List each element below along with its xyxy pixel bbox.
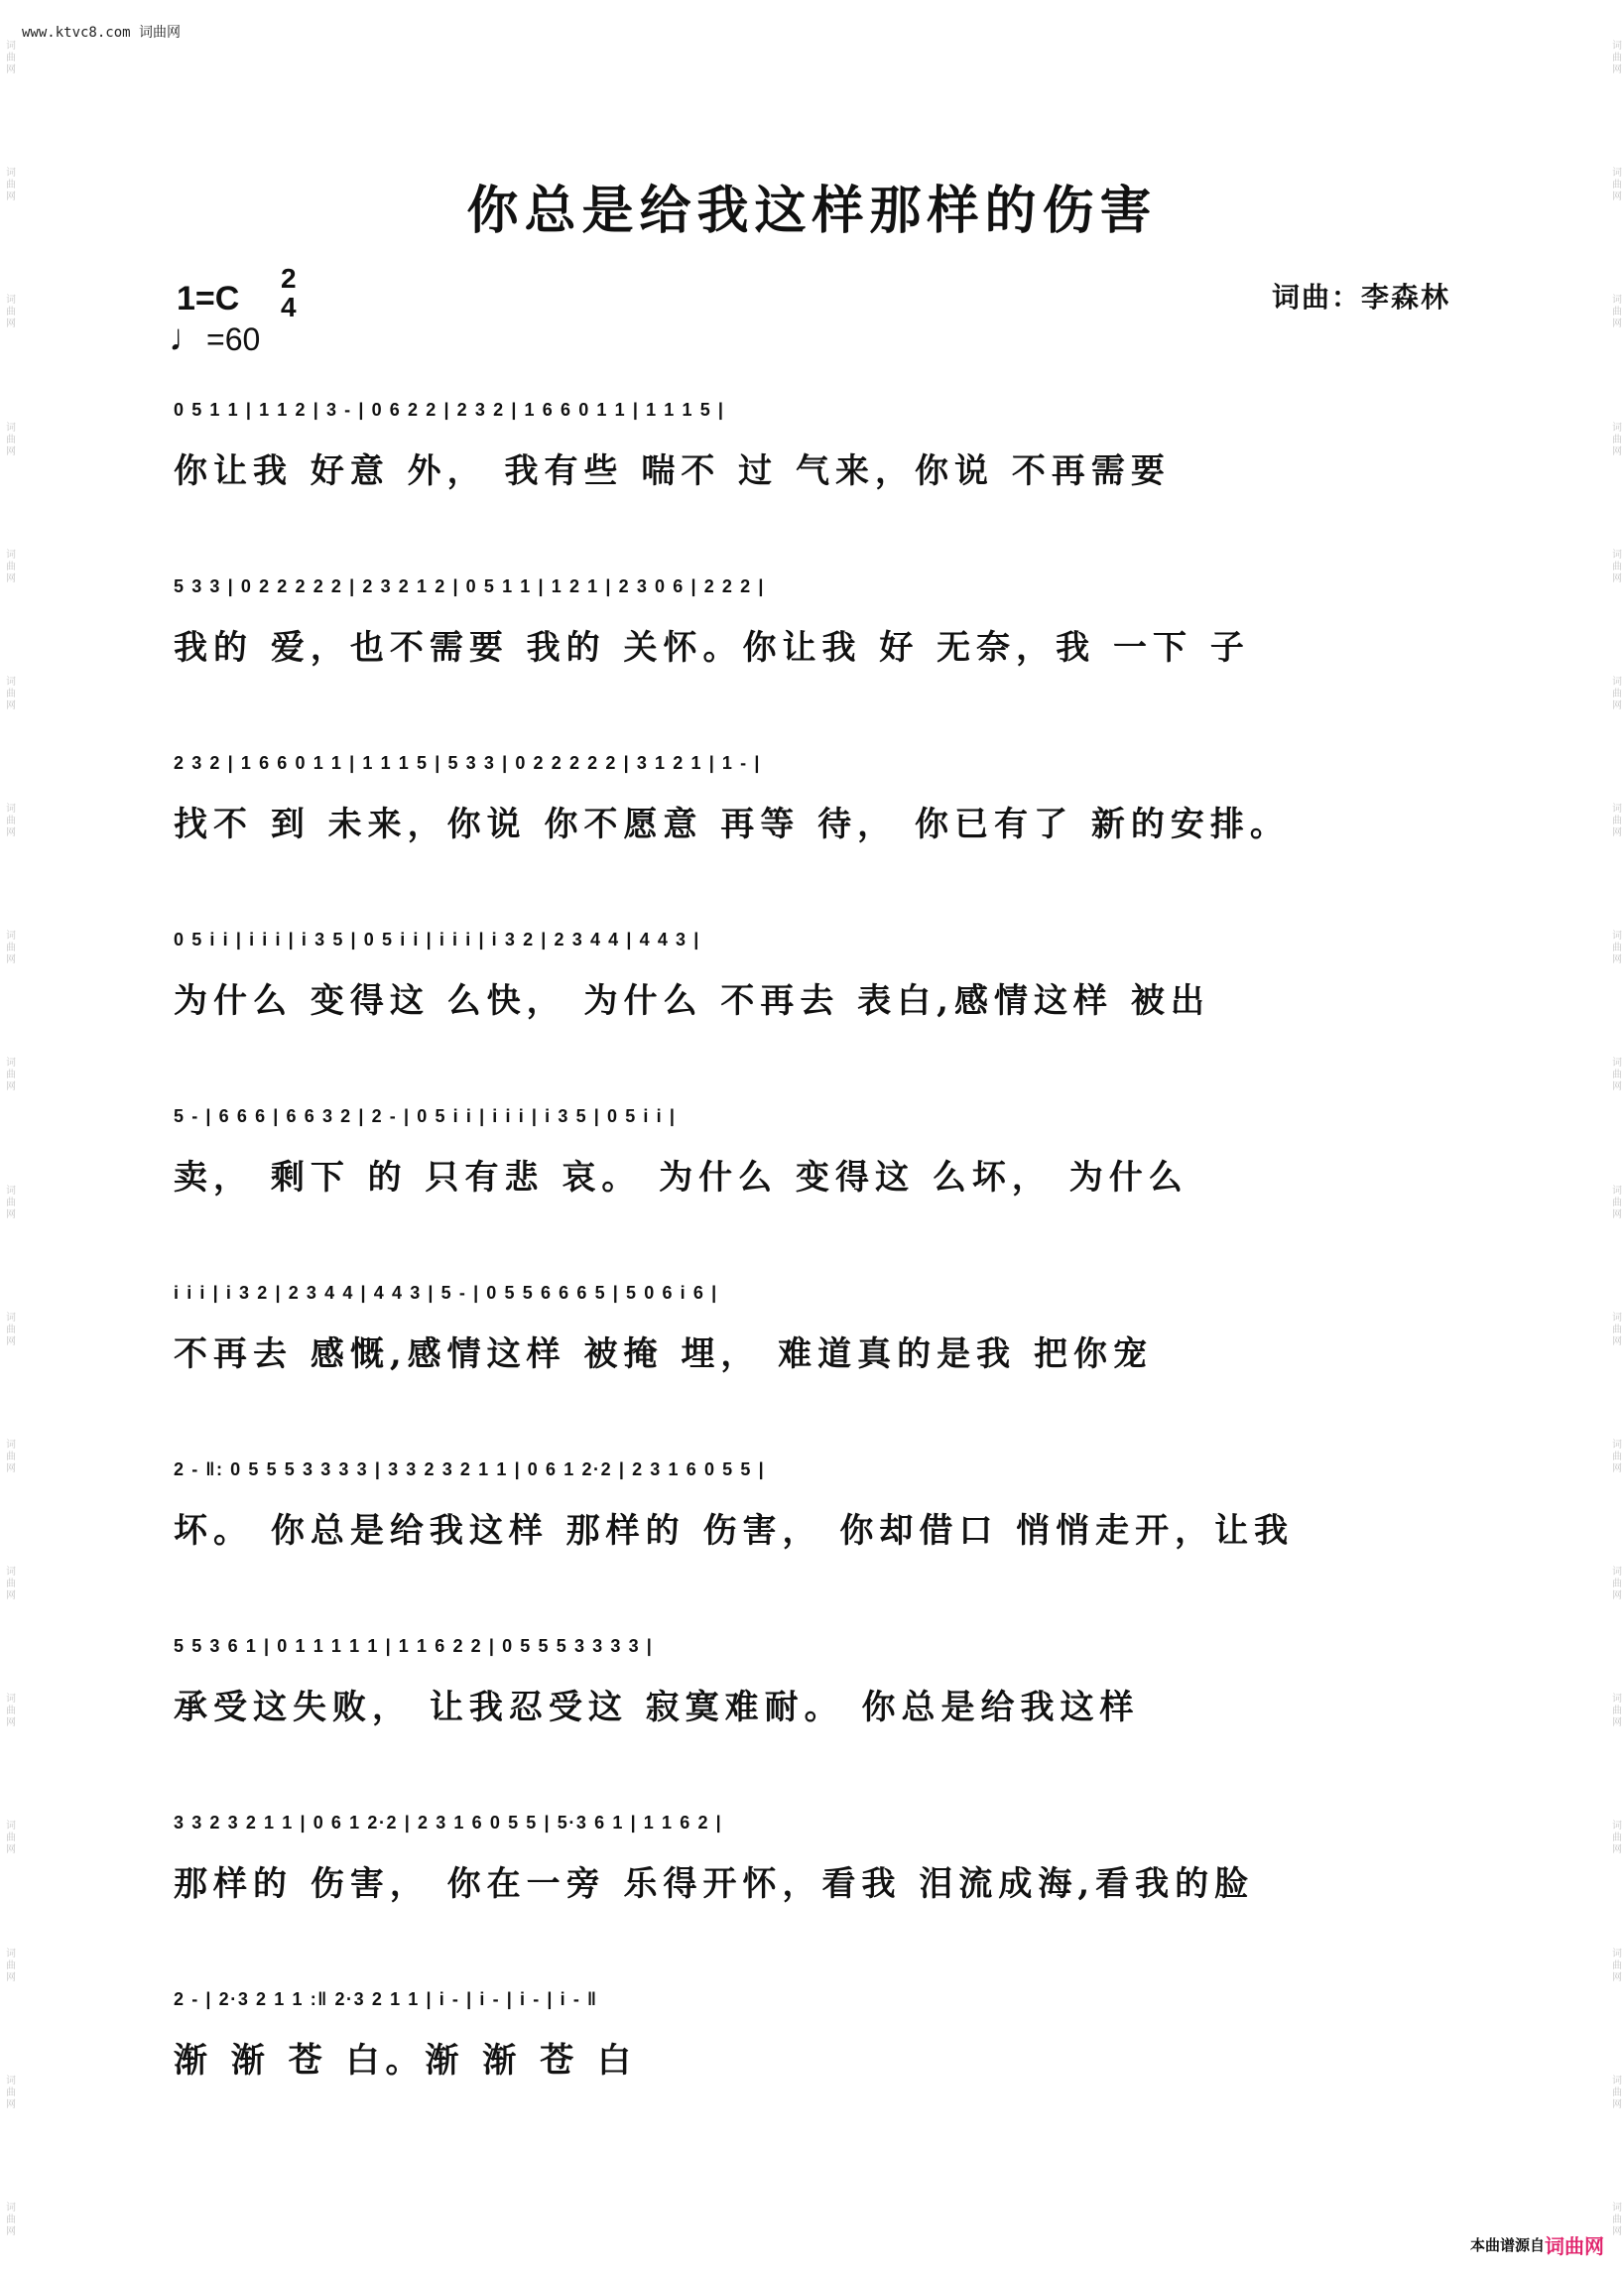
lyric-line: 你让我 好意 外， 我有些 喘不 过 气来，你说 不再需要 [174,451,1171,491]
notation-line: 5 3 3 | 0 2 2 2 2 2 | 2 3 2 1 2 | 0 5 1 1 | 1 2 1 | 2 3 0 6 | 2 2 2 | [174,576,765,596]
notation-line: 5 5 3 6 1 | 0 1 1 1 1 1 | 1 1 6 2 2 | 0 5 5 5 3 3 3 3 | [174,1636,654,1656]
key-signature: 1=C [177,280,240,317]
site-logo[interactable]: 词曲网 [1545,2234,1604,2258]
score-row [174,1088,1453,1198]
lyric-line: 不再去 感慨,感情这样 被掩 埋， 难道真的是我 把你宠 [174,1334,1154,1374]
score-row [174,1442,1453,1551]
site-url[interactable]: www.ktvc8.com 词曲网 [22,25,182,41]
notation-line: 5 - | 6 6 6 | 6 6 3 2 | 2 - | 0 5 i i | i i i | i 3 5 | 0 5 i i | [174,1106,677,1126]
song-title: 你总是给我这样那样的伤害 [466,181,1158,241]
tempo-marking [169,317,260,360]
lyric-line: 为什么 变得这 么快， 为什么 不再去 表白,感情这样 被出 [174,981,1210,1021]
score-row [174,382,1453,491]
score-row [174,559,1453,668]
time-bottom: 4 [281,292,297,322]
watermark-strip-right: 词曲网 词曲网 词曲网 词曲网 词曲网 词曲网 词曲网 词曲网 词曲网 词曲网 词曲网 词曲网 词曲网 词曲网 词曲网 词曲网 词曲网 词曲网 [1609,40,1621,2237]
score-row [174,1795,1453,1904]
watermark-strip-left: 词曲网 词曲网 词曲网 词曲网 词曲网 词曲网 词曲网 词曲网 词曲网 词曲网 词曲网 词曲网 词曲网 词曲网 词曲网 词曲网 词曲网 词曲网 [3,40,15,2237]
quarter-note-icon: ♩ [169,317,206,359]
score-row [174,1971,1453,2081]
notation-line: 0 5 i i | i i i | i 3 5 | 0 5 i i | i i i | i 3 2 | 2 3 4 4 | 4 4 3 | [174,930,700,949]
score-row [174,912,1453,1021]
lyric-line: 坏。 你总是给我这样 那样的 伤害， 你却借口 悄悄走开，让我 [174,1511,1295,1551]
notation-line: 3 3 2 3 2 1 1 | 0 6 1 2·2 | 2 3 1 6 0 5 5 | 5·3 6 1 | 1 1 6 2 | [174,1813,723,1833]
notation-line: 2 - | 2·3 2 1 1 :‖ 2·3 2 1 1 | i - | i - | i - | i - ‖ [174,1989,598,2009]
tempo-value: =60 [206,321,261,357]
notation-line: 0 5 1 1 | 1 1 2 | 3 - | 0 6 2 2 | 2 3 2 | 1 6 6 0 1 1 | 1 1 1 5 | [174,400,725,420]
lyric-line: 承受这失败， 让我忍受这 寂寞难耐。 你总是给我这样 [174,1688,1140,1727]
notation-line: i i i | i 3 2 | 2 3 4 4 | 4 4 3 | 5 - | 0 5 5 6 6 6 5 | 5 0 6 i 6 | [174,1283,718,1303]
notation-line: 2 3 2 | 1 6 6 0 1 1 | 1 1 1 5 | 5 3 3 | 0 2 2 2 2 2 | 3 1 2 1 | 1 - | [174,753,761,773]
score-row [174,1265,1453,1374]
lyric-line: 渐 渐 苍 白。渐 渐 苍 白 [174,2041,638,2081]
lyric-line: 卖， 剩下 的 只有悲 哀。 为什么 变得这 么坏， 为什么 [174,1158,1188,1198]
source-label: 本曲谱源自 [1469,2236,1545,2254]
lyric-line: 我的 爱，也不需要 我的 关怀。你让我 好 无奈，我 一下 子 [174,628,1250,668]
time-signature [281,264,297,321]
notation-line: 2 - ‖: 0 5 5 5 3 3 3 3 | 3 3 2 3 2 1 1 | 0 6 1 2·2 | 2 3 1 6 0 5 5 | [174,1459,766,1479]
score-row [174,735,1453,844]
credit: 词曲：李森林 [1271,281,1450,314]
lyric-line: 找不 到 未来，你说 你不愿意 再等 待， 你已有了 新的安排。 [174,805,1290,844]
score-row [174,1618,1453,1727]
lyric-line: 那样的 伤害， 你在一旁 乐得开怀，看我 泪流成海,看我的脸 [174,1864,1255,1904]
time-top: 2 [281,263,297,294]
